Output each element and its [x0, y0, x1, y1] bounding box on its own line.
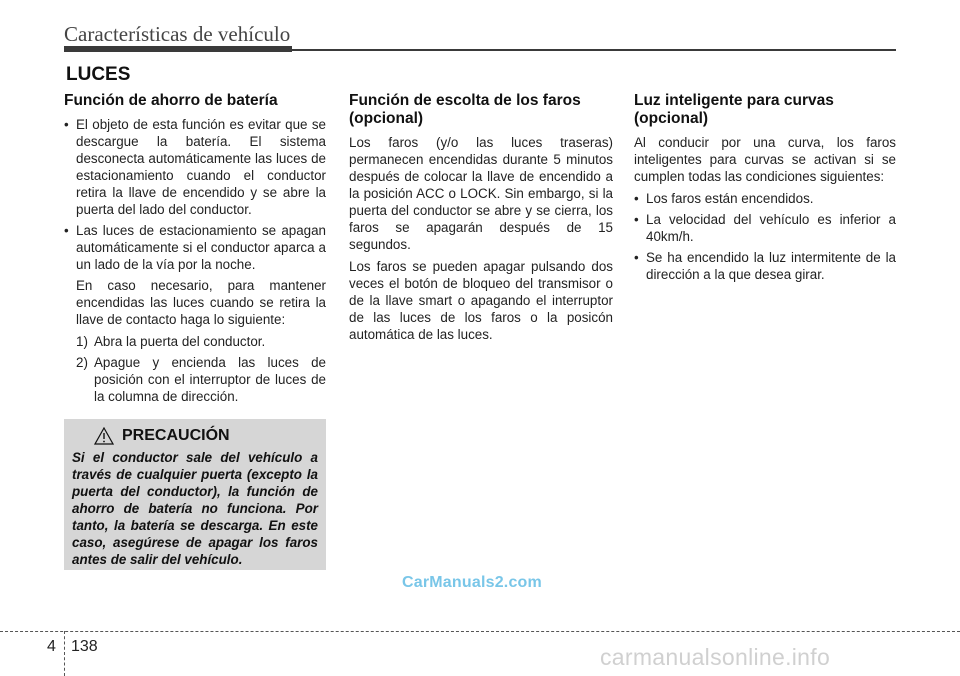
step-text: Apague y encienda las luces de posición con el interruptor de luces de la columna de dirección. — [94, 355, 326, 404]
list-item: • Se ha encendido la luz intermitente de la dirección a la que desea girar. — [634, 249, 896, 283]
list-item: • Las luces de estacionamiento se apagan automáticamente si el conductor aparca a un lado de la vía por la noche. — [64, 222, 326, 273]
header-rule — [292, 49, 896, 51]
header-bar — [64, 46, 292, 52]
warning-triangle-icon — [94, 427, 114, 445]
battery-saver-followup: En caso necesario, para mantener encendidas las luces cuando se retira la llave de contacto haga lo siguiente: — [76, 278, 326, 327]
cornering-intro: Al conducir por una curva, los faros inteligentes para curvas se activan si se cumplen todas las condiciones siguientes: — [634, 135, 896, 184]
column-battery-saver — [64, 92, 326, 409]
list-item — [76, 354, 326, 405]
section-title: LUCES — [66, 64, 131, 85]
site-watermark: carmanualsonline.info — [600, 644, 831, 670]
battery-saver-bullets — [64, 116, 326, 273]
footer-divider — [64, 631, 65, 676]
column-headlight-escort — [349, 92, 613, 348]
step-number: 1) — [76, 334, 88, 349]
page-number: 138 — [71, 638, 98, 655]
list-item — [76, 333, 326, 350]
column-cornering-light — [634, 92, 896, 287]
chapter-number: 4 — [47, 638, 56, 655]
step-number: 2) — [76, 355, 88, 370]
cornering-conditions — [634, 190, 896, 283]
step-text: Abra la puerta del conductor. — [94, 334, 266, 349]
list-item: • La velocidad del vehículo es inferior a 40km/h. — [634, 211, 896, 245]
watermark-link[interactable]: CarManuals2.com — [402, 574, 542, 591]
heading-headlight-escort: Función de escolta de los faros (opcional) — [349, 92, 581, 127]
battery-saver-steps — [64, 333, 326, 405]
caution-text: Si el conductor sale del vehículo a través de cualquier puerta (excepto la puerta del conductor), la función de ahorro de batería no funciona. Por tanto, la batería se descarga. En este caso, asegúrese de apagar los faros antes de salir del vehículo. — [72, 450, 318, 567]
paragraph: Los faros se pueden apagar pulsando dos veces el botón de bloqueo del transmisor o de la llave smart o apagando el interruptor de las luces de los faros o la posicón automática de las luces. — [349, 259, 613, 342]
list-item: • Los faros están encendidos. — [634, 190, 896, 207]
list-item: • El objeto de esta función es evitar que se descargue la batería. El sistema desconecta automáticamente las luces de estacionamiento cuando el conductor retira la llave de encendido y se abre la puerta del lado del conductor. — [64, 116, 326, 218]
heading-battery-saver: Función de ahorro de batería — [64, 92, 278, 109]
caution-header — [94, 427, 318, 445]
paragraph: Los faros (y/o las luces traseras) permanecen encendidas durante 5 minutos después de colocar la llave de encendido a la posición ACC o LOCK. Sin embargo, si la puerta del conductor se abre y se cierra, los faros se apagarán después de 15 segundos. — [349, 135, 613, 252]
running-header-title: Características de vehículo — [64, 22, 291, 46]
footer-rule — [0, 631, 960, 632]
caution-box — [64, 419, 326, 570]
heading-cornering-light: Luz inteligente para curvas (opcional) — [634, 92, 834, 127]
caution-title: PRECAUCIÓN — [122, 427, 230, 444]
